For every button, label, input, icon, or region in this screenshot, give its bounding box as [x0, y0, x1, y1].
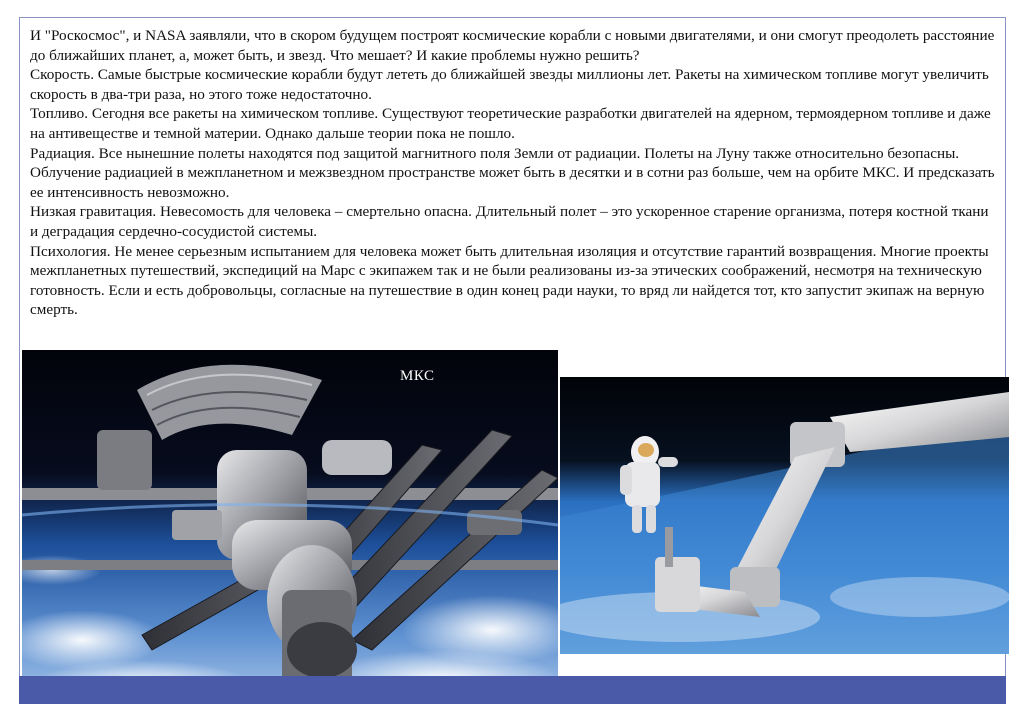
iss-caption: МКС — [400, 368, 435, 384]
paragraph-gravity: Низкая гравитация. Невесомость для человека – смертельно опасна. Длительный полет – это ускоренное старение организма, потеря костной ткани и деградация сердечно-сосудистой системы. — [30, 203, 989, 240]
paragraph-fuel: Топливо. Сегодня все ракеты на химическом топливе. Существуют теоретические разработки двигателей на ядерном, термоядерном топливе и даже на антивеществе и темной материи. Однако дальше теории пока не пошло. — [30, 105, 991, 142]
paragraph-speed: Скорость. Самые быстрые космические корабли будут лететь до ближайшей звезды миллионы лет. Ракеты на химическом топливе могут увеличить скорость в два-три раза, но этого тоже недостаточно. — [30, 66, 989, 103]
article-text — [30, 26, 1000, 320]
paragraph-psychology: Психология. Не менее серьезным испытанием для человека может быть длительная изоляция и отсутствие гарантий возвращения. Многие проекты межпланетных путешествий, экспедиций на Марс с экипажем так и не были реализованы из-за этических соображений, несмотря на техническую готовность. Если и есть добровольцы, согласные на путешествие в один конец ради науки, то вряд ли найдется тот, кто запустит экипаж на верную смерть. — [30, 242, 989, 319]
bottom-color-bar — [19, 676, 1006, 704]
iss-photo — [22, 350, 558, 703]
paragraph-intro: И "Роскосмос", и NASA заявляли, что в скором будущем построят космические корабли с новыми двигателями, и они смогут преодолеть расстояние до ближайших планет, а, может быть, и звезд. Что мешает? И какие проблемы нужно решить? — [30, 27, 995, 64]
robotic-arm-photo — [560, 377, 1009, 654]
paragraph-radiation: Радиация. Все нынешние полеты находятся под защитой магнитного поля Земли от радиации. Полеты на Луну также относительно безопасны. Облучение радиацией в межпланетном и межзвездном пространстве может быть в десятки и в сотни раз больше, чем на орбите МКС. И предсказать ее интенсивность невозможно. — [30, 144, 995, 201]
